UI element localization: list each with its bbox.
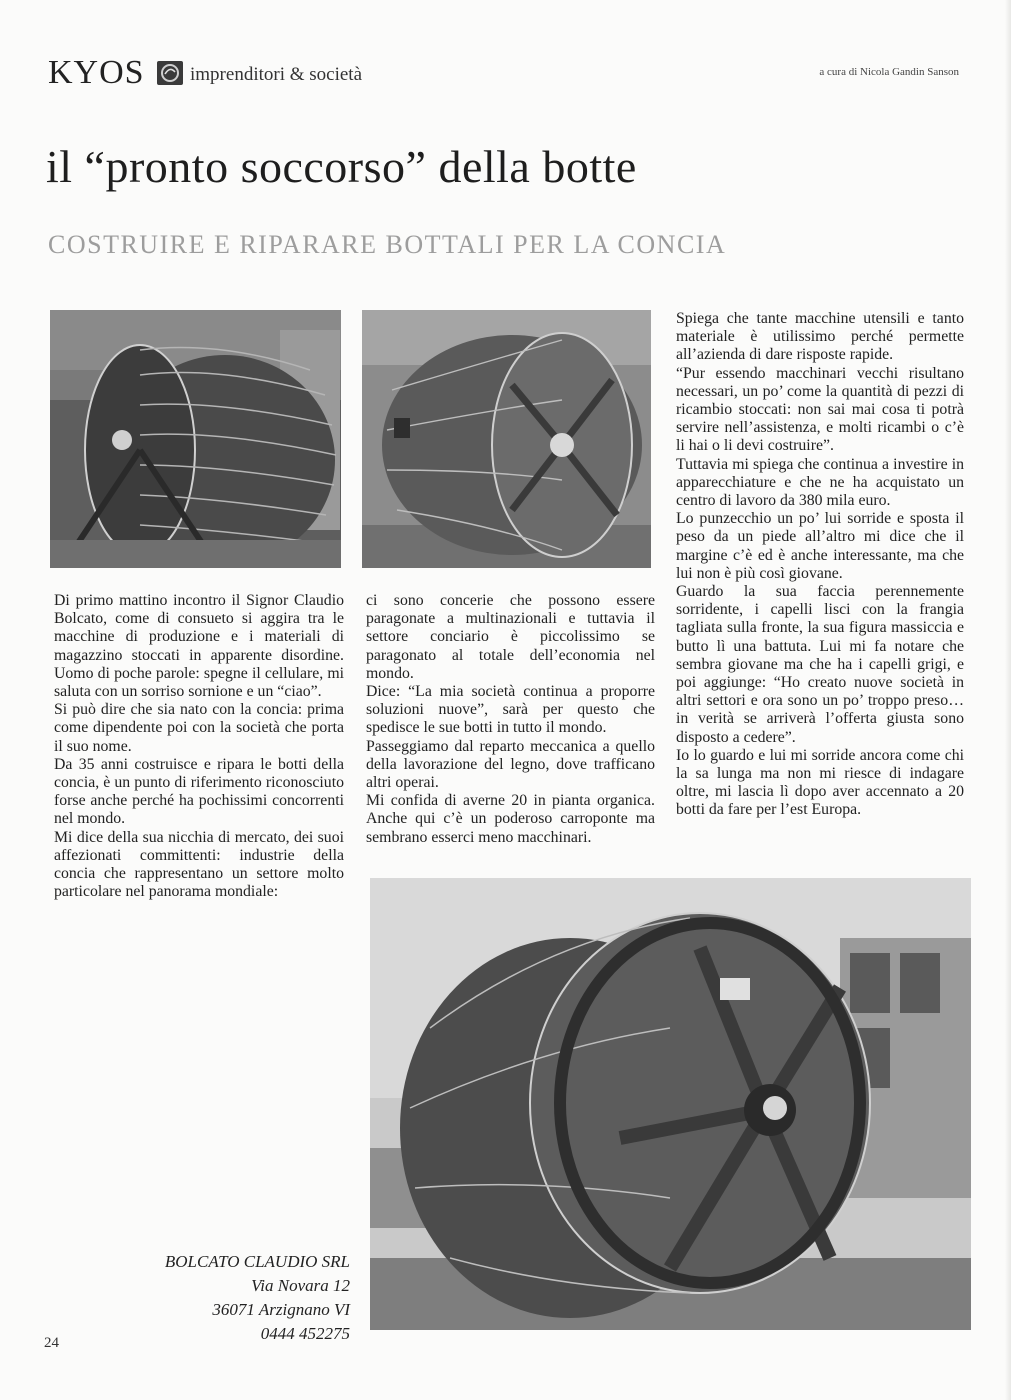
company-street: Via Novara 12: [251, 1276, 350, 1295]
kyos-logo-icon: [157, 61, 183, 85]
section-name: imprenditori & società: [190, 64, 363, 85]
paragraph: “Pur essendo macchinari vecchi risultano necessari, un po’ come la quantità di pezzi di ricambio stoccati: non sai mai cosa ti potrà servire nell’assistenza, e molti ricambi o c’è li hai o li devi costruire”.: [676, 364, 964, 455]
magazine-brand: KYOS: [48, 54, 145, 91]
paragraph: Guardo la sua faccia perennemente sorridente, i capelli lisci con la frangia tagliata sulla fronte, la sua figura massiccia e butto lì una battuta. Lui mi fa notare che sembra giovane ma che ha i capelli grigi, e poi aggiunge: “Ho creato nuove società in altri settori e ora sono un po’ troppo preso… in verità se arriverà l’offerta giusta sono disposto a cedere”.: [676, 583, 964, 746]
photo-barrel-workshop-2: [362, 310, 651, 568]
paragraph: Tuttavia mi spiega che continua a investire in apparecchiature e che ne ha acquistato un centro di lavoro da 380 mila euro.: [676, 455, 964, 510]
company-info: [130, 1250, 350, 1346]
paragraph: Da 35 anni costruisce e ripara le botti della concia, è un punto di riferimento riconosciuto forse anche perché ha pochissimi concorrenti nel mondo.: [54, 755, 344, 828]
article-column-1: [54, 592, 344, 901]
paragraph: Mi confida di averne 20 in pianta organica. Anche qui c’è un poderoso carroponte ma sembrano esserci meno macchinari.: [366, 792, 655, 846]
paragraph: Spiega che tante macchine utensili e tanto materiale è utilissimo perché permette all’azienda di dare risposte rapide.: [676, 310, 964, 364]
company-phone: 0444 452275: [260, 1324, 350, 1343]
article-subtitle: COSTRUIRE E RIPARARE BOTTALI PER LA CONCIA: [48, 230, 727, 259]
company-city: 36071 Arzignano VI: [212, 1300, 350, 1319]
page-edge: [1005, 0, 1011, 1400]
paragraph: Mi dice della sua nicchia di mercato, dei suoi affezionati committenti: industrie della concia che rappresentano un settore molto particolare nel panorama mondiale:: [54, 828, 344, 901]
photo-barrel-workshop-1: [50, 310, 341, 568]
paragraph: Dice: “La mia società continua a proporre soluzioni nuove”, sarà per questo che spedisce le sue botti in tutto il mondo.: [366, 683, 655, 737]
paragraph: Di primo mattino incontro il Signor Claudio Bolcato, come di consueto si aggira tra le macchine di produzione e i materiali di magazzino stoccati in apparente disordine. Uomo di poche parole: spegne il cellulare, mi saluta con un sorriso sornione e un “ciao”.: [54, 592, 344, 701]
photo-large-barrel: [370, 878, 971, 1330]
article-title: il “pronto soccorso” della botte: [46, 141, 637, 192]
paragraph: Passeggiamo dal reparto meccanica a quello della lavorazione del legno, dove trafficano altri operai.: [366, 737, 655, 792]
paragraph: ci sono concerie che possono essere paragonate a multinazionali e tuttavia il settore conciario è piccolissimo se paragonato al totale dell’economia nel mondo.: [366, 592, 655, 682]
page-number: 24: [44, 1335, 59, 1351]
paragraph: Io lo guardo e lui mi sorride ancora come chi la sa lunga ma non mi riesce di indagare oltre, mi lascia lì dopo aver accennato a 20 botti da fare per l’est Europa.: [676, 746, 964, 819]
paragraph: Lo punzecchio un po’ lui sorride e sposta il peso da un piede all’altro mi dice che il margine c’è ed è anche interessante, ma che lui non è più così giovane.: [676, 510, 964, 582]
company-name: BOLCATO CLAUDIO SRL: [164, 1252, 350, 1271]
article-column-2: [366, 592, 655, 847]
article-column-3: [676, 310, 964, 820]
paragraph: Si può dire che sia nato con la concia: prima come dipendente poi con la società che porta il suo nome.: [54, 701, 344, 755]
author-credit: a cura di Nicola Gandin Sanson: [819, 66, 959, 78]
